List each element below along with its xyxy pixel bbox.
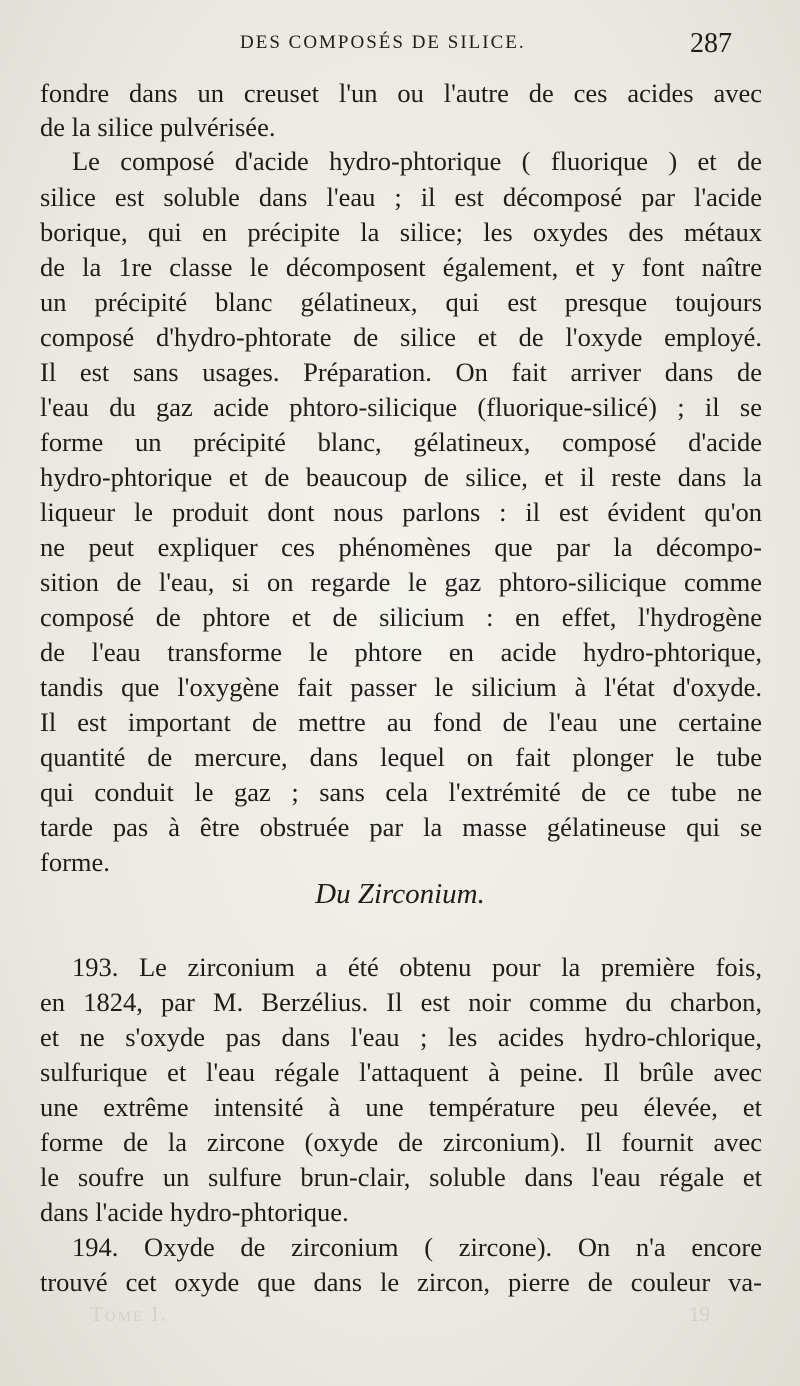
text-line: en 1824, par M. Berzélius. Il est noir comme du charbon, [40, 987, 762, 1017]
text-line: tarde pas à être obstruée par la masse gélatineuse qui se [40, 812, 762, 842]
text-line: 193. Le zirconium a été obtenu pour la première fois, [72, 952, 762, 982]
text-line: de la silice pulvérisée. [40, 112, 276, 142]
text-line: et ne s'oxyde pas dans l'eau ; les acides hydro-chlorique, [40, 1022, 762, 1052]
text-line: 194. Oxyde de zirconium ( zircone). On n'a encore [72, 1232, 762, 1262]
text-line: sition de l'eau, si on regarde le gaz phtoro-silicique comme [40, 567, 762, 597]
text-line: quantité de mercure, dans lequel on fait plonger le tube [40, 742, 762, 772]
text-line: de l'eau transforme le phtore en acide hydro-phtorique, [40, 637, 762, 667]
text-line: borique, qui en précipite la silice; les oxydes des métaux [40, 217, 762, 247]
text-line: trouvé cet oxyde que dans le zircon, pierre de couleur va- [40, 1267, 762, 1297]
text-line: l'eau du gaz acide phtoro-silicique (fluorique-silicé) ; il se [40, 392, 762, 422]
text-line: forme un précipité blanc, gélatineux, composé d'acide [40, 427, 762, 457]
text-line: composé d'hydro-phtorate de silice et de l'oxyde employé. [40, 322, 762, 352]
text-line: Le composé d'acide hydro-phtorique ( fluorique ) et de [72, 146, 762, 176]
text-line: forme. [40, 847, 110, 877]
text-line: un précipité blanc gélatineux, qui est presque toujours [40, 287, 762, 317]
text-line: sulfurique et l'eau régale l'attaquent à peine. Il brûle avec [40, 1057, 762, 1087]
text-line: ne peut expliquer ces phénomènes que par la décompo- [40, 532, 762, 562]
text-line: tandis que l'oxygène fait passer le silicium à l'état d'oxyde. [40, 672, 762, 702]
text-line: silice est soluble dans l'eau ; il est décomposé par l'acide [40, 182, 762, 212]
volume-label: Tome I. [90, 1302, 168, 1326]
section-title: Du Zirconium. [315, 878, 485, 910]
running-title: DES COMPOSÉS DE SILICE. [240, 32, 526, 53]
text-line: qui conduit le gaz ; sans cela l'extrémité de ce tube ne [40, 777, 762, 807]
page-number: 287 [690, 28, 732, 59]
text-line: forme de la zircone (oxyde de zirconium). Il fournit avec [40, 1127, 762, 1157]
page-footer [90, 1302, 710, 1327]
text-line: une extrême intensité à une température peu élevée, et [40, 1092, 762, 1122]
text-line: dans l'acide hydro-phtorique. [40, 1197, 349, 1227]
text-line: hydro-phtorique et de beaucoup de silice, et il reste dans la [40, 462, 762, 492]
text-line: de la 1re classe le décomposent également, et y font naître [40, 252, 762, 282]
text-line: le soufre un sulfure brun-clair, soluble dans l'eau régale et [40, 1162, 762, 1192]
signature-mark: 19 [689, 1302, 710, 1326]
text-line: composé de phtore et de silicium : en effet, l'hydrogène [40, 602, 762, 632]
text-line: liqueur le produit dont nous parlons : il est évident qu'on [40, 497, 762, 527]
text-line: Il est sans usages. Préparation. On fait arriver dans de [40, 357, 762, 387]
text-line: fondre dans un creuset l'un ou l'autre de ces acides avec [40, 78, 762, 108]
text-line: Il est important de mettre au fond de l'eau une certaine [40, 707, 762, 737]
